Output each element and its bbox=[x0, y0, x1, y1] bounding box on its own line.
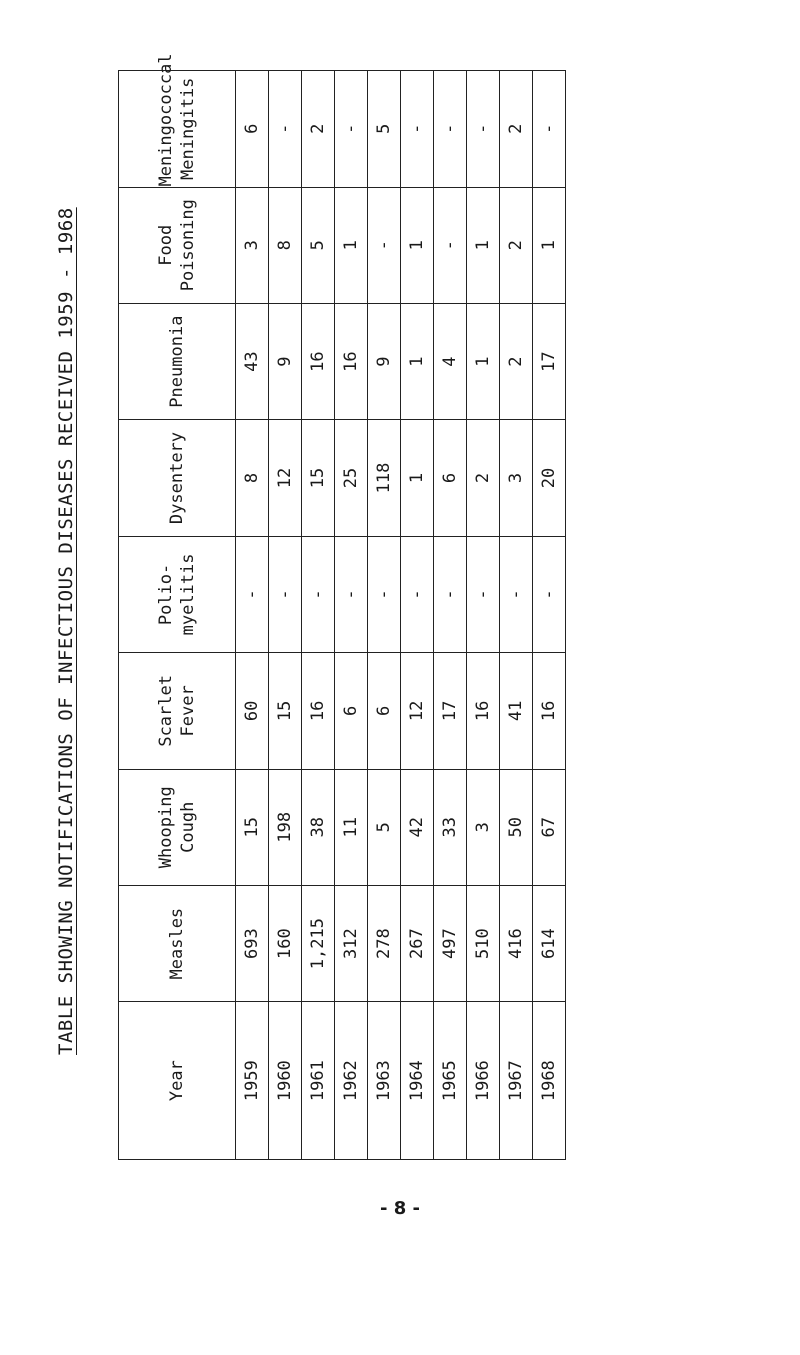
poliomyelitis-cell: - bbox=[269, 536, 302, 652]
scarlet-fever-cell: 41 bbox=[500, 653, 533, 769]
table-row bbox=[335, 71, 368, 1160]
year-cell: 1961 bbox=[302, 1002, 335, 1160]
pneumonia-cell: 17 bbox=[533, 303, 566, 419]
dysentery-cell: 15 bbox=[302, 420, 335, 536]
table-row bbox=[236, 71, 269, 1160]
food-poisoning-cell: 1 bbox=[401, 187, 434, 303]
meningococcal-meningitis-cell: - bbox=[467, 71, 500, 188]
whooping-cough-cell: 38 bbox=[302, 769, 335, 885]
measles-cell: 497 bbox=[434, 885, 467, 1001]
meningococcal-meningitis-cell: - bbox=[533, 71, 566, 188]
food-poisoning-cell: - bbox=[368, 187, 401, 303]
measles-cell: 312 bbox=[335, 885, 368, 1001]
pneumonia-cell: 43 bbox=[236, 303, 269, 419]
meningococcal-meningitis-cell: - bbox=[434, 71, 467, 188]
poliomyelitis-cell: - bbox=[302, 536, 335, 652]
column-header-measles: Measles bbox=[119, 885, 236, 1001]
meningococcal-meningitis-cell: 6 bbox=[236, 71, 269, 188]
pneumonia-cell: 4 bbox=[434, 303, 467, 419]
poliomyelitis-cell: - bbox=[236, 536, 269, 652]
measles-cell: 693 bbox=[236, 885, 269, 1001]
dysentery-cell: 118 bbox=[368, 420, 401, 536]
table-row bbox=[302, 71, 335, 1160]
whooping-cough-cell: 33 bbox=[434, 769, 467, 885]
scarlet-fever-cell: 16 bbox=[467, 653, 500, 769]
pneumonia-cell: 16 bbox=[335, 303, 368, 419]
poliomyelitis-cell: - bbox=[467, 536, 500, 652]
column-header-food-poisoning: Food Poisoning bbox=[119, 187, 236, 303]
year-cell: 1963 bbox=[368, 1002, 401, 1160]
dysentery-cell: 6 bbox=[434, 420, 467, 536]
meningococcal-meningitis-cell: 2 bbox=[500, 71, 533, 188]
scarlet-fever-cell: 16 bbox=[533, 653, 566, 769]
meningococcal-meningitis-cell: - bbox=[335, 71, 368, 188]
scarlet-fever-cell: 6 bbox=[335, 653, 368, 769]
meningococcal-meningitis-cell: 2 bbox=[302, 71, 335, 188]
poliomyelitis-cell: - bbox=[401, 536, 434, 652]
measles-cell: 416 bbox=[500, 885, 533, 1001]
pneumonia-cell: 9 bbox=[269, 303, 302, 419]
meningococcal-meningitis-cell: 5 bbox=[368, 71, 401, 188]
page-number: - 8 - bbox=[380, 1198, 420, 1219]
measles-cell: 267 bbox=[401, 885, 434, 1001]
whooping-cough-cell: 3 bbox=[467, 769, 500, 885]
year-cell: 1962 bbox=[335, 1002, 368, 1160]
year-cell: 1964 bbox=[401, 1002, 434, 1160]
whooping-cough-cell: 50 bbox=[500, 769, 533, 885]
measles-cell: 1,215 bbox=[302, 885, 335, 1001]
meningococcal-meningitis-cell: - bbox=[269, 71, 302, 188]
dysentery-cell: 1 bbox=[401, 420, 434, 536]
food-poisoning-cell: 3 bbox=[236, 187, 269, 303]
whooping-cough-cell: 11 bbox=[335, 769, 368, 885]
notifications-table-container bbox=[118, 53, 559, 1160]
poliomyelitis-cell: - bbox=[335, 536, 368, 652]
dysentery-cell: 2 bbox=[467, 420, 500, 536]
scarlet-fever-cell: 16 bbox=[302, 653, 335, 769]
whooping-cough-cell: 42 bbox=[401, 769, 434, 885]
column-header-pneumonia: Pneumonia bbox=[119, 303, 236, 419]
table-row bbox=[533, 71, 566, 1160]
table-row bbox=[434, 71, 467, 1160]
poliomyelitis-cell: - bbox=[533, 536, 566, 652]
year-cell: 1968 bbox=[533, 1002, 566, 1160]
food-poisoning-cell: 2 bbox=[500, 187, 533, 303]
year-cell: 1959 bbox=[236, 1002, 269, 1160]
food-poisoning-cell: - bbox=[434, 187, 467, 303]
food-poisoning-cell: 1 bbox=[467, 187, 500, 303]
table-row bbox=[467, 71, 500, 1160]
scarlet-fever-cell: 15 bbox=[269, 653, 302, 769]
pneumonia-cell: 1 bbox=[467, 303, 500, 419]
pneumonia-cell: 1 bbox=[401, 303, 434, 419]
food-poisoning-cell: 5 bbox=[302, 187, 335, 303]
scarlet-fever-cell: 17 bbox=[434, 653, 467, 769]
whooping-cough-cell: 15 bbox=[236, 769, 269, 885]
year-cell: 1966 bbox=[467, 1002, 500, 1160]
table-row bbox=[500, 71, 533, 1160]
page-title: TABLE SHOWING NOTIFICATIONS OF INFECTIOUS DISEASES RECEIVED 1959 - 1968 bbox=[55, 207, 77, 1055]
pneumonia-cell: 2 bbox=[500, 303, 533, 419]
measles-cell: 160 bbox=[269, 885, 302, 1001]
poliomyelitis-cell: - bbox=[434, 536, 467, 652]
scarlet-fever-cell: 60 bbox=[236, 653, 269, 769]
column-header-meningococcal-meningitis: Meningococcal Meningitis bbox=[119, 71, 236, 188]
whooping-cough-cell: 67 bbox=[533, 769, 566, 885]
food-poisoning-cell: 1 bbox=[533, 187, 566, 303]
measles-cell: 278 bbox=[368, 885, 401, 1001]
dysentery-cell: 25 bbox=[335, 420, 368, 536]
pneumonia-cell: 16 bbox=[302, 303, 335, 419]
dysentery-cell: 20 bbox=[533, 420, 566, 536]
column-header-whooping-cough: Whooping Cough bbox=[119, 769, 236, 885]
food-poisoning-cell: 1 bbox=[335, 187, 368, 303]
year-cell: 1967 bbox=[500, 1002, 533, 1160]
measles-cell: 614 bbox=[533, 885, 566, 1001]
poliomyelitis-cell: - bbox=[368, 536, 401, 652]
scarlet-fever-cell: 12 bbox=[401, 653, 434, 769]
whooping-cough-cell: 198 bbox=[269, 769, 302, 885]
column-header-year: Year bbox=[119, 1002, 236, 1160]
whooping-cough-cell: 5 bbox=[368, 769, 401, 885]
table-header-row bbox=[119, 71, 236, 1160]
table-row bbox=[368, 71, 401, 1160]
table-row bbox=[269, 71, 302, 1160]
food-poisoning-cell: 8 bbox=[269, 187, 302, 303]
meningococcal-meningitis-cell: - bbox=[401, 71, 434, 188]
year-cell: 1965 bbox=[434, 1002, 467, 1160]
dysentery-cell: 8 bbox=[236, 420, 269, 536]
poliomyelitis-cell: - bbox=[500, 536, 533, 652]
measles-cell: 510 bbox=[467, 885, 500, 1001]
scarlet-fever-cell: 6 bbox=[368, 653, 401, 769]
column-header-scarlet-fever: Scarlet Fever bbox=[119, 653, 236, 769]
pneumonia-cell: 9 bbox=[368, 303, 401, 419]
column-header-poliomyelitis: Polio- myelitis bbox=[119, 536, 236, 652]
column-header-dysentery: Dysentery bbox=[119, 420, 236, 536]
dysentery-cell: 12 bbox=[269, 420, 302, 536]
notifications-table bbox=[118, 53, 566, 1160]
table-row bbox=[401, 71, 434, 1160]
dysentery-cell: 3 bbox=[500, 420, 533, 536]
year-cell: 1960 bbox=[269, 1002, 302, 1160]
